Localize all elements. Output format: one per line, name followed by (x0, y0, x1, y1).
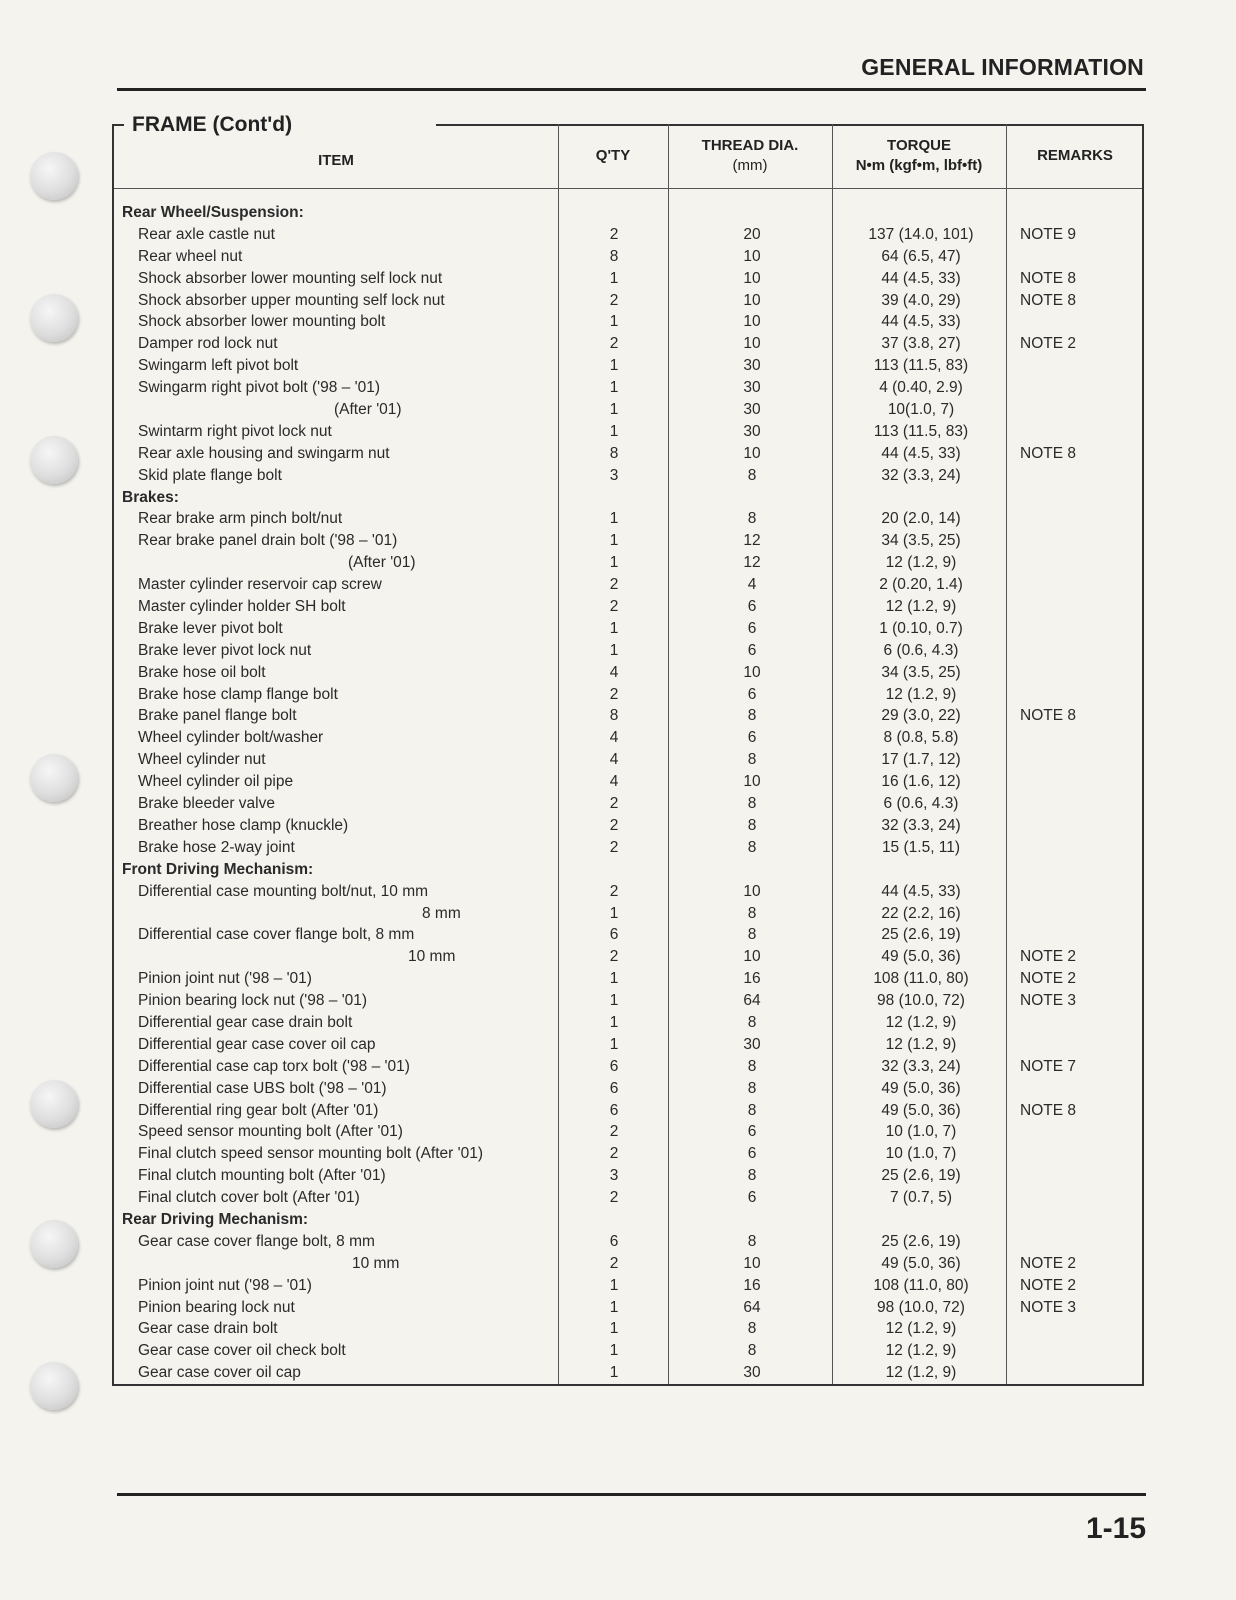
cell-torque: 6 (0.6, 4.3) (883, 795, 959, 813)
table-row (114, 1056, 1142, 1078)
cell-torque: 12 (1.2, 9) (885, 1013, 957, 1031)
table-row (114, 968, 1142, 990)
page-header-title: GENERAL INFORMATION (861, 54, 1144, 80)
cell-qty: 1 (609, 641, 619, 659)
cell-item: Rear brake panel drain bolt ('98 – '01) (138, 532, 398, 550)
table-row (114, 1078, 1142, 1100)
column-header-qty-label: Q'TY (595, 147, 631, 164)
cell-thread-dia: 10 (743, 335, 761, 353)
table-row (114, 793, 1142, 815)
cell-item: Pinion bearing lock nut (138, 1298, 295, 1316)
cell-item: Gear case drain bolt (138, 1320, 278, 1338)
cell-thread-dia: 30 (743, 1035, 761, 1053)
cell-torque: 20 (2.0, 14) (881, 510, 961, 528)
table-row (114, 399, 1142, 421)
cell-qty: 2 (609, 335, 619, 353)
cell-qty: 2 (609, 882, 619, 900)
cell-qty: 2 (609, 948, 619, 966)
table-row (114, 662, 1142, 684)
cell-item: (After '01) (334, 401, 402, 419)
cell-item: Brake lever pivot bolt (138, 619, 283, 637)
cell-remarks: NOTE 8 (1020, 1101, 1076, 1119)
cell-qty: 1 (609, 510, 619, 528)
table-row (114, 990, 1142, 1012)
cell-torque: 137 (14.0, 101) (868, 225, 974, 243)
cell-torque: 12 (1.2, 9) (885, 1364, 957, 1382)
table-row (114, 443, 1142, 465)
cell-thread-dia: 30 (743, 422, 761, 440)
cell-qty: 4 (609, 663, 619, 681)
table-row (114, 1187, 1142, 1209)
cell-torque: 34 (3.5, 25) (881, 663, 961, 681)
punch-hole (30, 436, 78, 484)
table-row (114, 837, 1142, 859)
cell-thread-dia: 10 (743, 773, 761, 791)
column-header-qty (558, 124, 668, 188)
table-row (114, 924, 1142, 946)
cell-thread-dia: 64 (743, 992, 761, 1010)
cell-torque: 10 (1.0, 7) (885, 1123, 957, 1141)
cell-thread-dia: 8 (747, 466, 757, 484)
table-section-header (114, 1209, 1142, 1231)
cell-qty: 2 (609, 291, 619, 309)
cell-remarks: NOTE 8 (1020, 707, 1076, 725)
cell-qty: 2 (609, 1145, 619, 1163)
cell-thread-dia: 4 (747, 576, 757, 594)
table-row (114, 355, 1142, 377)
cell-remarks: NOTE 2 (1020, 335, 1076, 353)
table-row (114, 465, 1142, 487)
cell-torque: 64 (6.5, 47) (881, 247, 961, 265)
cell-remarks: NOTE 9 (1020, 225, 1076, 243)
cell-qty: 1 (609, 1298, 619, 1316)
cell-torque: 12 (1.2, 9) (885, 1342, 957, 1360)
page-number: 1-15 (1085, 1512, 1146, 1545)
cell-item: Rear brake arm pinch bolt/nut (138, 510, 343, 528)
table-row (114, 333, 1142, 355)
cell-thread-dia: 64 (743, 1298, 761, 1316)
cell-item: Differential ring gear bolt (After '01) (138, 1101, 379, 1119)
cell-qty: 1 (609, 269, 619, 287)
cell-torque: 49 (5.0, 36) (881, 948, 961, 966)
cell-qty: 2 (609, 1123, 619, 1141)
cell-torque: 98 (10.0, 72) (877, 1298, 965, 1316)
cell-torque: 113 (11.5, 83) (873, 357, 969, 375)
footer-rule (117, 1493, 1146, 1496)
cell-qty: 2 (609, 1189, 619, 1207)
cell-thread-dia: 6 (747, 685, 757, 703)
table-row (114, 552, 1142, 574)
cell-remarks: NOTE 2 (1020, 970, 1076, 988)
cell-item: Pinion joint nut ('98 – '01) (138, 1276, 312, 1294)
cell-torque: 2 (0.20, 1.4) (879, 576, 963, 594)
cell-torque: 15 (1.5, 11) (881, 838, 961, 856)
cell-item: Differential case UBS bolt ('98 – '01) (138, 1079, 387, 1097)
table-row (114, 684, 1142, 706)
cell-item: Wheel cylinder oil pipe (138, 773, 294, 791)
punch-hole (30, 152, 78, 200)
cell-thread-dia: 10 (743, 247, 761, 265)
cell-qty: 1 (609, 1276, 619, 1294)
cell-qty: 8 (609, 247, 619, 265)
cell-torque: 113 (11.5, 83) (873, 422, 969, 440)
cell-item: Shock absorber lower mounting bolt (138, 313, 386, 331)
cell-item: 10 mm (408, 948, 456, 966)
cell-qty: 6 (609, 1232, 619, 1250)
cell-thread-dia: 6 (747, 1189, 757, 1207)
cell-qty: 3 (609, 1167, 619, 1185)
cell-item: Pinion bearing lock nut ('98 – '01) (138, 992, 368, 1010)
cell-qty: 4 (609, 729, 619, 747)
cell-torque: 6 (0.6, 4.3) (883, 641, 959, 659)
header-separator (114, 188, 1142, 189)
cell-item: Differential gear case cover oil cap (138, 1035, 376, 1053)
cell-qty: 2 (609, 1254, 619, 1272)
cell-qty: 2 (609, 225, 619, 243)
cell-qty: 4 (609, 751, 619, 769)
cell-torque: 1 (0.10, 0.7) (879, 619, 963, 637)
cell-thread-dia: 10 (743, 1254, 761, 1272)
cell-qty: 1 (609, 422, 619, 440)
cell-thread-dia: 30 (743, 401, 761, 419)
table-row (114, 1012, 1142, 1034)
cell-thread-dia: 8 (747, 816, 757, 834)
cell-torque: 17 (1.7, 12) (881, 751, 961, 769)
cell-qty: 1 (609, 1013, 619, 1031)
cell-item: Rear axle castle nut (138, 225, 275, 243)
cell-torque: 49 (5.0, 36) (881, 1079, 961, 1097)
cell-item: Rear Wheel/Suspension: (122, 204, 304, 221)
table-row (114, 1165, 1142, 1187)
cell-thread-dia: 8 (747, 1101, 757, 1119)
table-row (114, 377, 1142, 399)
cell-thread-dia: 10 (743, 948, 761, 966)
cell-item: Differential case cover flange bolt, 8 mm (138, 926, 415, 944)
table-row (114, 530, 1142, 552)
cell-thread-dia: 30 (743, 1364, 761, 1382)
cell-torque: 12 (1.2, 9) (885, 1320, 957, 1338)
cell-item: Front Driving Mechanism: (122, 860, 314, 878)
table-row (114, 815, 1142, 837)
cell-thread-dia: 12 (743, 532, 761, 550)
cell-torque: 49 (5.0, 36) (881, 1254, 961, 1272)
cell-thread-dia: 6 (747, 598, 757, 616)
cell-qty: 2 (609, 795, 619, 813)
cell-thread-dia: 10 (743, 882, 761, 900)
cell-thread-dia: 16 (743, 1276, 761, 1294)
header-rule (117, 88, 1146, 91)
table-row (114, 421, 1142, 443)
cell-torque: 37 (3.8, 27) (881, 335, 961, 353)
cell-thread-dia: 8 (747, 1013, 757, 1031)
cell-item: Brake panel flange bolt (138, 707, 297, 725)
table-row (114, 946, 1142, 968)
cell-torque: 44 (4.5, 33) (881, 444, 961, 462)
cell-qty: 1 (609, 1035, 619, 1053)
cell-item: Final clutch cover bolt (After '01) (138, 1189, 360, 1207)
cell-thread-dia: 8 (747, 1320, 757, 1338)
cell-item: Brakes: (122, 488, 179, 506)
column-header-thread-label: THREAD DIA. (701, 137, 799, 154)
cell-qty: 1 (609, 1320, 619, 1338)
cell-torque: 44 (4.5, 33) (881, 269, 961, 287)
cell-torque: 32 (3.3, 24) (881, 816, 961, 834)
cell-torque: 49 (5.0, 36) (881, 1101, 961, 1119)
table-section-header (114, 202, 1142, 224)
cell-item: Speed sensor mounting bolt (After '01) (138, 1123, 403, 1141)
cell-qty: 6 (609, 1057, 619, 1075)
cell-thread-dia: 8 (747, 926, 757, 944)
cell-item: Brake lever pivot lock nut (138, 641, 312, 659)
table-row (114, 640, 1142, 662)
cell-qty: 1 (609, 532, 619, 550)
cell-thread-dia: 8 (747, 1079, 757, 1097)
cell-qty: 8 (609, 707, 619, 725)
cell-item: Wheel cylinder nut (138, 751, 266, 769)
table-row (114, 1143, 1142, 1165)
cell-thread-dia: 6 (747, 1123, 757, 1141)
column-header-torque-label: TORQUE (887, 137, 951, 154)
cell-torque: 108 (11.0, 80) (873, 970, 969, 988)
table-row (114, 705, 1142, 727)
frame-section-title: FRAME (Cont'd) (124, 113, 300, 137)
cell-torque: 44 (4.5, 33) (881, 313, 961, 331)
cell-qty: 2 (609, 685, 619, 703)
cell-remarks: NOTE 7 (1020, 1057, 1076, 1075)
cell-thread-dia: 8 (747, 1167, 757, 1185)
cell-thread-dia: 12 (743, 554, 761, 572)
table-row (114, 881, 1142, 903)
cell-item: Swingarm left pivot bolt (138, 357, 299, 375)
table-row (114, 508, 1142, 530)
punch-hole (30, 1362, 78, 1410)
cell-thread-dia: 8 (747, 1232, 757, 1250)
cell-item: Breather hose clamp (knuckle) (138, 816, 349, 834)
column-header-torque-unit: N•m (kgf•m, lbf•ft) (855, 157, 983, 174)
table-row (114, 771, 1142, 793)
cell-thread-dia: 6 (747, 1145, 757, 1163)
cell-item: Swingarm right pivot bolt ('98 – '01) (138, 379, 380, 397)
cell-qty: 6 (609, 1079, 619, 1097)
cell-thread-dia: 6 (747, 729, 757, 747)
cell-torque: 10(1.0, 7) (887, 401, 955, 419)
cell-thread-dia: 8 (747, 751, 757, 769)
cell-thread-dia: 6 (747, 641, 757, 659)
table-row (114, 1362, 1142, 1384)
cell-item: Damper rod lock nut (138, 335, 278, 353)
table-row (114, 574, 1142, 596)
cell-item: Rear axle housing and swingarm nut (138, 444, 390, 462)
cell-torque: 44 (4.5, 33) (881, 882, 961, 900)
cell-thread-dia: 8 (747, 1342, 757, 1360)
cell-qty: 2 (609, 838, 619, 856)
cell-thread-dia: 8 (747, 707, 757, 725)
cell-thread-dia: 10 (743, 313, 761, 331)
cell-remarks: NOTE 3 (1020, 1298, 1076, 1316)
cell-item: Differential gear case drain bolt (138, 1013, 353, 1031)
cell-qty: 2 (609, 598, 619, 616)
cell-torque: 25 (2.6, 19) (881, 926, 961, 944)
cell-torque: 4 (0.40, 2.9) (879, 379, 963, 397)
cell-qty: 1 (609, 1342, 619, 1360)
cell-torque: 29 (3.0, 22) (881, 707, 961, 725)
cell-thread-dia: 10 (743, 663, 761, 681)
cell-remarks: NOTE 8 (1020, 444, 1076, 462)
cell-item: Brake bleeder valve (138, 795, 275, 813)
table-row (114, 903, 1142, 925)
cell-torque: 12 (1.2, 9) (885, 554, 957, 572)
cell-item: Master cylinder holder SH bolt (138, 598, 346, 616)
cell-qty: 1 (609, 554, 619, 572)
cell-item: Final clutch mounting bolt (After '01) (138, 1167, 386, 1185)
cell-item: Shock absorber lower mounting self lock nut (138, 269, 443, 287)
cell-thread-dia: 8 (747, 904, 757, 922)
punch-hole (30, 294, 78, 342)
table-row (114, 1231, 1142, 1253)
cell-item: Pinion joint nut ('98 – '01) (138, 970, 312, 988)
table-section-header (114, 859, 1142, 881)
cell-torque: 25 (2.6, 19) (881, 1232, 961, 1250)
table-row (114, 1297, 1142, 1319)
cell-qty: 1 (609, 1364, 619, 1382)
cell-item: Rear Driving Mechanism: (122, 1210, 309, 1228)
cell-torque: 25 (2.6, 19) (881, 1167, 961, 1185)
table-row (114, 1275, 1142, 1297)
cell-qty: 1 (609, 379, 619, 397)
cell-qty: 8 (609, 444, 619, 462)
cell-thread-dia: 8 (747, 510, 757, 528)
cell-item: Gear case cover oil check bolt (138, 1342, 346, 1360)
cell-item: Shock absorber upper mounting self lock nut (138, 291, 445, 309)
cell-torque: 12 (1.2, 9) (885, 1035, 957, 1053)
cell-item: Master cylinder reservoir cap screw (138, 576, 382, 594)
cell-thread-dia: 20 (743, 225, 761, 243)
cell-item: 10 mm (352, 1254, 400, 1272)
cell-torque: 108 (11.0, 80) (873, 1276, 969, 1294)
cell-item: Brake hose oil bolt (138, 663, 266, 681)
cell-item: Brake hose clamp flange bolt (138, 685, 338, 703)
cell-remarks: NOTE 2 (1020, 948, 1076, 966)
table-row (114, 1253, 1142, 1275)
punch-hole (30, 1220, 78, 1268)
table-row (114, 618, 1142, 640)
table-body (114, 202, 1142, 1384)
cell-torque: 8 (0.8, 5.8) (883, 729, 959, 747)
cell-thread-dia: 30 (743, 379, 761, 397)
column-header-item-label: ITEM (318, 152, 354, 169)
punch-hole (30, 1080, 78, 1128)
table-row (114, 596, 1142, 618)
cell-item: Rear wheel nut (138, 247, 243, 265)
cell-item: Skid plate flange bolt (138, 466, 282, 484)
cell-torque: 7 (0.7, 5) (889, 1189, 953, 1207)
cell-item: Swintarm right pivot lock nut (138, 422, 332, 440)
cell-qty: 6 (609, 1101, 619, 1119)
cell-remarks: NOTE 8 (1020, 291, 1076, 309)
cell-item: Differential case cap torx bolt ('98 – '01) (138, 1057, 410, 1075)
column-header-thread (668, 124, 832, 188)
column-header-remarks-label: REMARKS (1037, 147, 1113, 164)
cell-torque: 39 (4.0, 29) (881, 291, 961, 309)
cell-remarks: NOTE 8 (1020, 269, 1076, 287)
table-row (114, 1121, 1142, 1143)
cell-thread-dia: 6 (747, 619, 757, 637)
table-row (114, 1318, 1142, 1340)
cell-item: Final clutch speed sensor mounting bolt (After '01) (138, 1145, 483, 1163)
cell-torque: 16 (1.6, 12) (881, 773, 961, 791)
cell-item: Wheel cylinder bolt/washer (138, 729, 324, 747)
cell-torque: 22 (2.2, 16) (881, 904, 961, 922)
cell-remarks: NOTE 2 (1020, 1276, 1076, 1294)
column-header-thread-unit: (mm) (732, 157, 768, 174)
cell-item: Brake hose 2-way joint (138, 838, 295, 856)
table-row (114, 1034, 1142, 1056)
table-row (114, 1100, 1142, 1122)
cell-torque: 34 (3.5, 25) (881, 532, 961, 550)
torque-table (112, 124, 1144, 1386)
cell-thread-dia: 10 (743, 444, 761, 462)
column-header-torque (832, 124, 1006, 188)
punch-hole (30, 754, 78, 802)
cell-item: Gear case cover oil cap (138, 1364, 301, 1382)
table-row (114, 727, 1142, 749)
cell-torque: 12 (1.2, 9) (885, 685, 957, 703)
table-row (114, 224, 1142, 246)
cell-qty: 6 (609, 926, 619, 944)
cell-thread-dia: 8 (747, 795, 757, 813)
table-row (114, 311, 1142, 333)
cell-torque: 10 (1.0, 7) (885, 1145, 957, 1163)
cell-thread-dia: 30 (743, 357, 761, 375)
table-row (114, 290, 1142, 312)
cell-remarks: NOTE 3 (1020, 992, 1076, 1010)
cell-qty: 1 (609, 313, 619, 331)
cell-qty: 4 (609, 773, 619, 791)
cell-qty: 2 (609, 576, 619, 594)
cell-qty: 1 (609, 992, 619, 1010)
cell-item: (After '01) (348, 554, 416, 572)
cell-torque: 98 (10.0, 72) (877, 992, 965, 1010)
cell-thread-dia: 16 (743, 970, 761, 988)
cell-thread-dia: 10 (743, 269, 761, 287)
cell-torque: 12 (1.2, 9) (885, 598, 957, 616)
cell-qty: 1 (609, 619, 619, 637)
cell-thread-dia: 8 (747, 838, 757, 856)
cell-qty: 1 (609, 970, 619, 988)
cell-thread-dia: 10 (743, 291, 761, 309)
cell-torque: 32 (3.3, 24) (881, 1057, 961, 1075)
cell-qty: 3 (609, 466, 619, 484)
cell-qty: 1 (609, 904, 619, 922)
table-row (114, 749, 1142, 771)
cell-remarks: NOTE 2 (1020, 1254, 1076, 1272)
cell-qty: 2 (609, 816, 619, 834)
cell-thread-dia: 8 (747, 1057, 757, 1075)
cell-qty: 1 (609, 357, 619, 375)
cell-item: 8 mm (422, 904, 461, 922)
cell-item: Differential case mounting bolt/nut, 10 mm (138, 882, 429, 900)
table-row (114, 246, 1142, 268)
table-row (114, 268, 1142, 290)
table-section-header (114, 487, 1142, 509)
cell-item: Gear case cover flange bolt, 8 mm (138, 1232, 375, 1250)
table-row (114, 1340, 1142, 1362)
column-header-remarks (1006, 124, 1144, 188)
cell-qty: 1 (609, 401, 619, 419)
cell-torque: 32 (3.3, 24) (881, 466, 961, 484)
